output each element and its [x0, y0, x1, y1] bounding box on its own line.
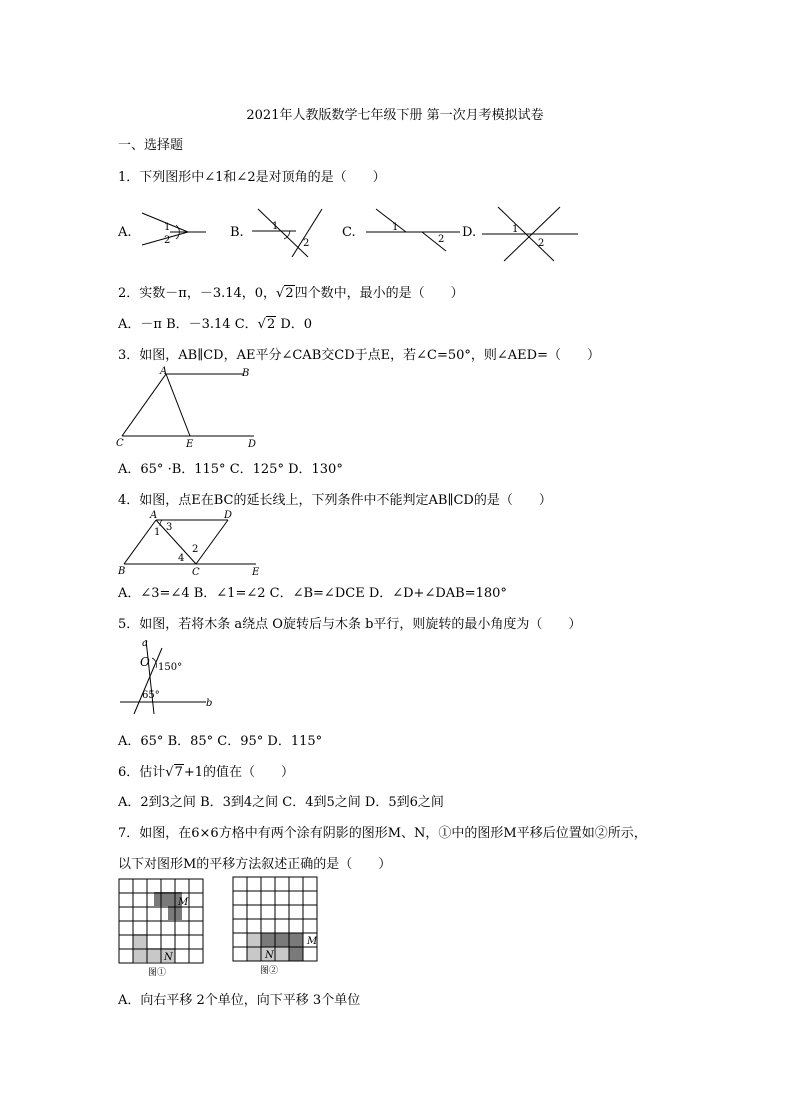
q7-fig2-label-n: N — [265, 950, 274, 961]
q1-option-b-label: B. — [230, 225, 244, 240]
q7-fig1-label-n: N — [164, 952, 173, 963]
q1-figure-c — [362, 205, 462, 255]
q5-angle-65: 65° — [142, 690, 160, 701]
q3-figure — [116, 366, 266, 450]
q3-point-a: A — [160, 366, 168, 377]
q1-c-angle-1: 1 — [392, 222, 399, 233]
q7-fig1-label-m: M — [178, 897, 189, 908]
question-7-stem-line-2: 以下对图形M的平移方法叙述正确的是（ ） — [118, 857, 392, 872]
page-title: 2021年人教版数学七年级下册 第一次月考模拟试卷 — [246, 108, 544, 123]
sqrt-symbol: √2 — [276, 286, 294, 301]
q1-c-angle-2: 2 — [438, 234, 445, 245]
question-4-stem: 4．如图，点E在BC的延长线上，下列条件中不能判定AB∥CD的是（ ） — [118, 493, 552, 508]
q1-d-angle-1: 1 — [512, 224, 519, 235]
q3-point-c: C — [116, 438, 124, 449]
question-7-stem-line-1: 7．如图，在6×6方格中有两个涂有阴影的图形M、N，①中的图形M平移后位置如②所示， — [118, 826, 647, 841]
q4-point-a: A — [150, 510, 158, 521]
q4-point-c: C — [192, 567, 200, 578]
q7-figure-2 — [232, 876, 326, 976]
q4-angle-2: 2 — [192, 544, 199, 555]
question-1-stem: 1．下列图形中∠1和∠2是对顶角的是（ ） — [118, 170, 386, 185]
q5-angle-150: 150° — [158, 662, 183, 673]
q1-d-angle-2: 2 — [538, 238, 545, 249]
q1-option-c-label: C. — [342, 225, 356, 240]
question-7-option-a: A．向右平移 2个单位，向下平移 3个单位 — [118, 993, 361, 1008]
question-3-stem: 3．如图，AB∥CD，AE平分∠CAB交CD于点E，若∠C=50°，则∠AED=（ ） — [118, 348, 600, 363]
sqrt-symbol: √2 — [257, 317, 276, 332]
q4-point-d: D — [224, 510, 233, 521]
q1-figure-a — [140, 205, 210, 255]
q7-fig2-label-m: M — [307, 936, 318, 947]
question-3-options: A．65° ·B．115° C．125° D．130° — [118, 462, 343, 477]
q1-figure-b — [248, 205, 328, 261]
q1-a-angle-2: 2 — [164, 235, 171, 246]
q1-option-a-label: A. — [118, 225, 132, 240]
question-5-stem: 5．如图，若将木条 a绕点 O旋转后与木条 b平行，则旋转的最小角度为（ ） — [118, 617, 582, 632]
q5-figure — [116, 636, 226, 716]
q7-fig1-caption: 图① — [148, 968, 167, 978]
q1-option-d-label: D. — [462, 225, 477, 240]
q7-fig2-caption: 图② — [260, 966, 279, 976]
q3-point-d: D — [248, 439, 257, 450]
q5-label-a: a — [142, 638, 148, 649]
q3-point-b: B — [242, 368, 250, 379]
q5-point-o: O — [140, 655, 150, 669]
q7-figure-1 — [118, 878, 210, 978]
q1-a-angle-1: 1 — [164, 222, 171, 233]
section-heading: 一、选择题 — [118, 138, 184, 153]
q4-angle-3: 3 — [166, 522, 173, 533]
q4-angle-1: 1 — [154, 527, 161, 538]
question-2-options: A．－π B．－3.14 C．√2 D．0 — [118, 317, 313, 332]
question-4-options: A．∠3=∠4 B．∠1=∠2 C．∠B=∠DCE D．∠D+∠DAB=180° — [118, 586, 507, 601]
sqrt-symbol: √7 — [165, 765, 183, 780]
q4-point-b: B — [118, 566, 126, 577]
question-5-options: A．65° B．85° C．95° D．115° — [118, 734, 323, 749]
q1-figure-d — [480, 203, 580, 263]
q4-angle-4: 4 — [178, 553, 185, 564]
q4-point-e: E — [252, 567, 260, 578]
q1-b-angle-1: 1 — [272, 221, 279, 232]
q3-point-e: E — [186, 439, 194, 450]
q5-label-b: b — [206, 698, 213, 709]
question-6-options: A．2到3之间 B．3到4之间 C．4到5之间 D．5到6之间 — [118, 795, 444, 810]
question-2-stem: 2．实数－π，－3.14，0，√2四个数中，最小的是（ ） — [118, 286, 464, 301]
question-6-stem: 6．估计√7+1的值在（ ） — [118, 765, 295, 780]
q1-b-angle-2: 2 — [303, 238, 310, 249]
q4-figure — [116, 508, 266, 578]
